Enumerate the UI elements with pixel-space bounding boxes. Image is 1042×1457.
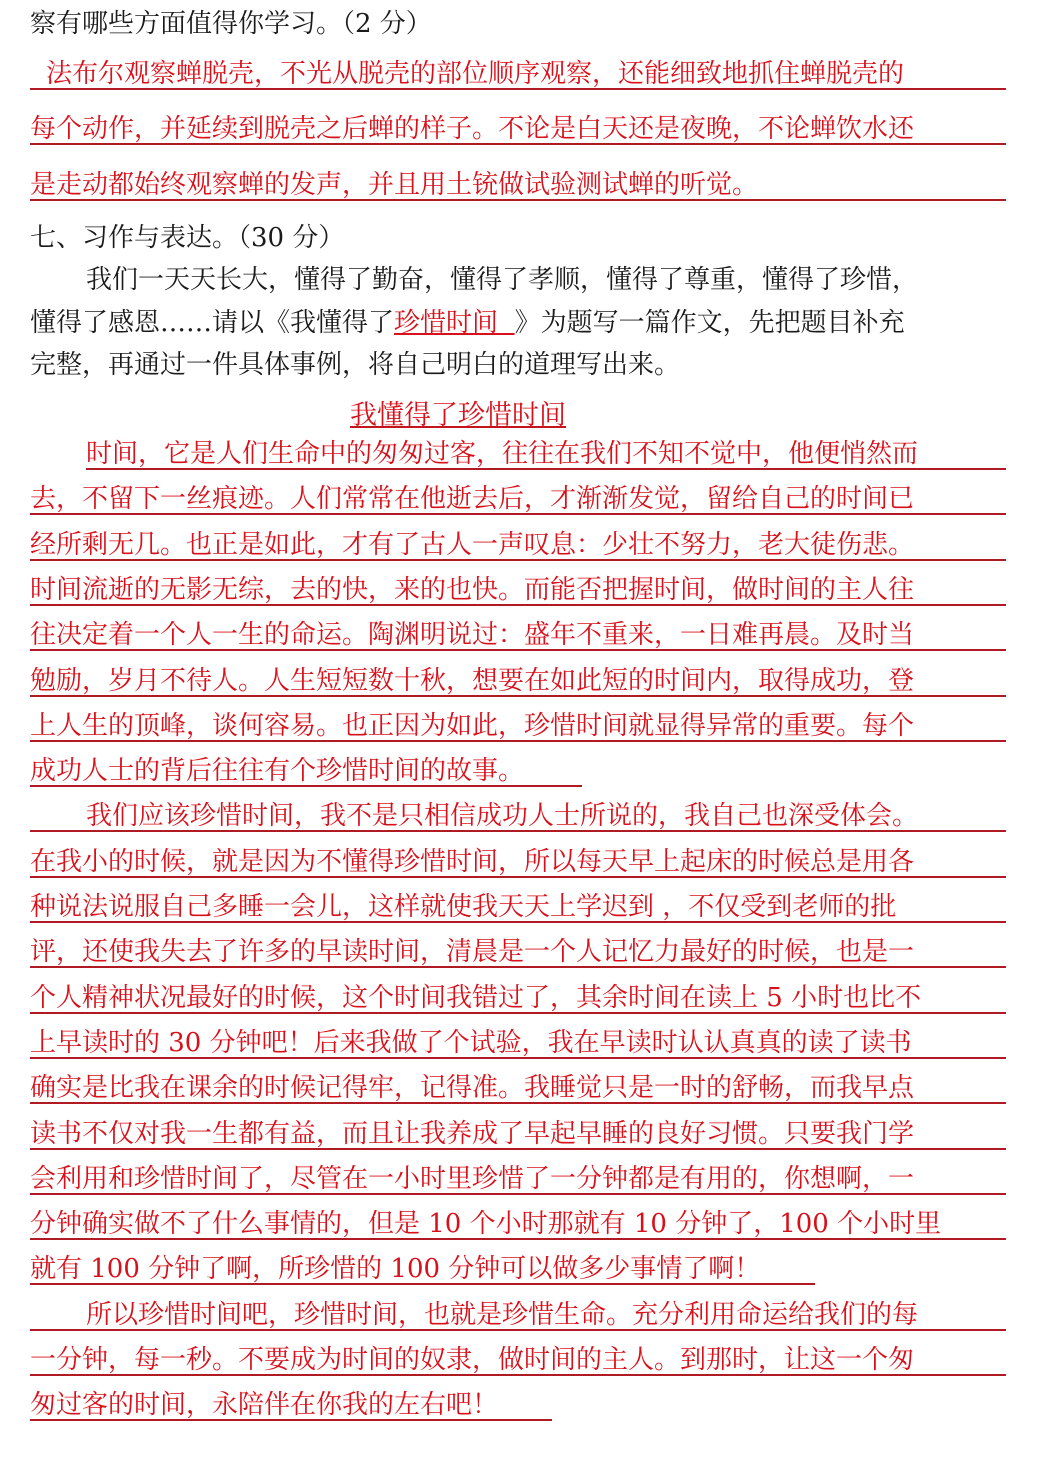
question-text: 察有哪些方面值得你学习。（2 分） [30,9,432,39]
essay-line: 会利用和珍惜时间了，尽管在一小时里珍惜了一分钟都是有用的，你想啊，一 [30,1164,915,1194]
answer-line: 法布尔观察蝉脱壳，不光从脱壳的部位顺序观察，还能细致地抓住蝉脱壳的 [46,59,905,89]
essay-line: 往决定着一个人一生的命运。陶渊明说过：盛年不重来，一日难再晨。及时当 [30,620,915,650]
essay-line: 评，还使我失去了许多的早读时间，清晨是一个人记忆力最好的时候，也是一 [30,937,915,967]
essay-line: 经所剩无几。也正是如此，才有了古人一声叹息：少壮不努力，老大徒伤悲。 [30,530,915,560]
prompt-line [30,307,905,339]
prompt-text: 》为题写一篇作文，先把题目补充 [514,308,905,338]
answer-line: 每个动作，并延续到脱壳之后蝉的样子。不论是白天还是夜晚，不论蝉饮水还 [30,114,915,144]
answer-line: 是走动都始终观察蝉的发声，并且用土铳做试验测试蝉的听觉。 [30,170,759,200]
essay-line: 确实是比我在课余的时候记得牢，记得准。我睡觉只是一时的舒畅，而我早点 [30,1073,915,1103]
essay-title: 我懂得了珍惜时间 [350,400,566,431]
essay-line: 匆过客的时间，永陪伴在你我的左右吧！ [30,1390,499,1420]
essay-line: 就有 100 分钟了啊，所珍惜的 100 分钟可以做多少事情了啊！ [30,1254,761,1284]
essay-line: 上早读时的 30 分钟吧！后来我做了个试验，我在早读时认认真真的读了读书 [30,1028,912,1058]
essay-line: 在我小的时候，就是因为不懂得珍惜时间，所以每天早上起床的时候总是用各 [30,847,915,877]
essay-line: 读书不仅对我一生都有益，而且让我养成了早起早睡的良好习惯。只要我门学 [30,1119,915,1149]
essay-line: 时间流逝的无影无综，去的快，来的也快。而能否把握时间，做时间的主人往 [30,575,915,605]
section-heading: 七、习作与表达。（30 分） [30,223,345,253]
essay-line: 我们应该珍惜时间，我不是只相信成功人士所说的，我自己也深受体会。 [86,801,919,831]
essay-line: 所以珍惜时间吧，珍惜时间，也就是珍惜生命。充分利用命运给我们的每 [86,1300,919,1330]
essay-line: 分钟确实做不了什么事情的，但是 10 个小时那就有 10 分钟了，100 个小时里 [30,1209,942,1239]
essay-line: 成功人士的背后往往有个珍惜时间的故事。 [30,756,525,786]
title-fill-blank: 珍惜时间 [394,308,499,338]
prompt-text: 懂得了感恩……请以《我懂得了 [30,308,395,338]
prompt-line: 完整，再通过一件具体事例，将自己明白的道理写出来。 [30,350,681,380]
essay-line: 一分钟，每一秒。不要成为时间的奴隶，做时间的主人。到那时，让这一个匆 [30,1345,915,1375]
essay-line: 时间，它是人们生命中的匆匆过客，往往在我们不知不觉中，他便悄然而 [86,439,919,469]
essay-line: 勉励，岁月不待人。人生短短数十秋，想要在如此短的时间内，取得成功，登 [30,666,915,696]
essay-line: 去，不留下一丝痕迹。人们常常在他逝去后，才渐渐发觉，留给自己的时间已 [30,484,915,514]
essay-line: 上人生的顶峰，谈何容易。也正因为如此，珍惜时间就显得异常的重要。每个 [30,711,915,741]
essay-line: 种说法说服自己多睡一会儿，这样就使我天天上学迟到 ，不仅受到老师的批 [30,892,897,922]
prompt-line: 我们一天天长大，懂得了勤奋，懂得了孝顺，懂得了尊重，懂得了珍惜， [86,265,919,295]
essay-line: 个人精神状况最好的时候，这个时间我错过了，其余时间在读上 5 小时也比不 [30,983,922,1013]
